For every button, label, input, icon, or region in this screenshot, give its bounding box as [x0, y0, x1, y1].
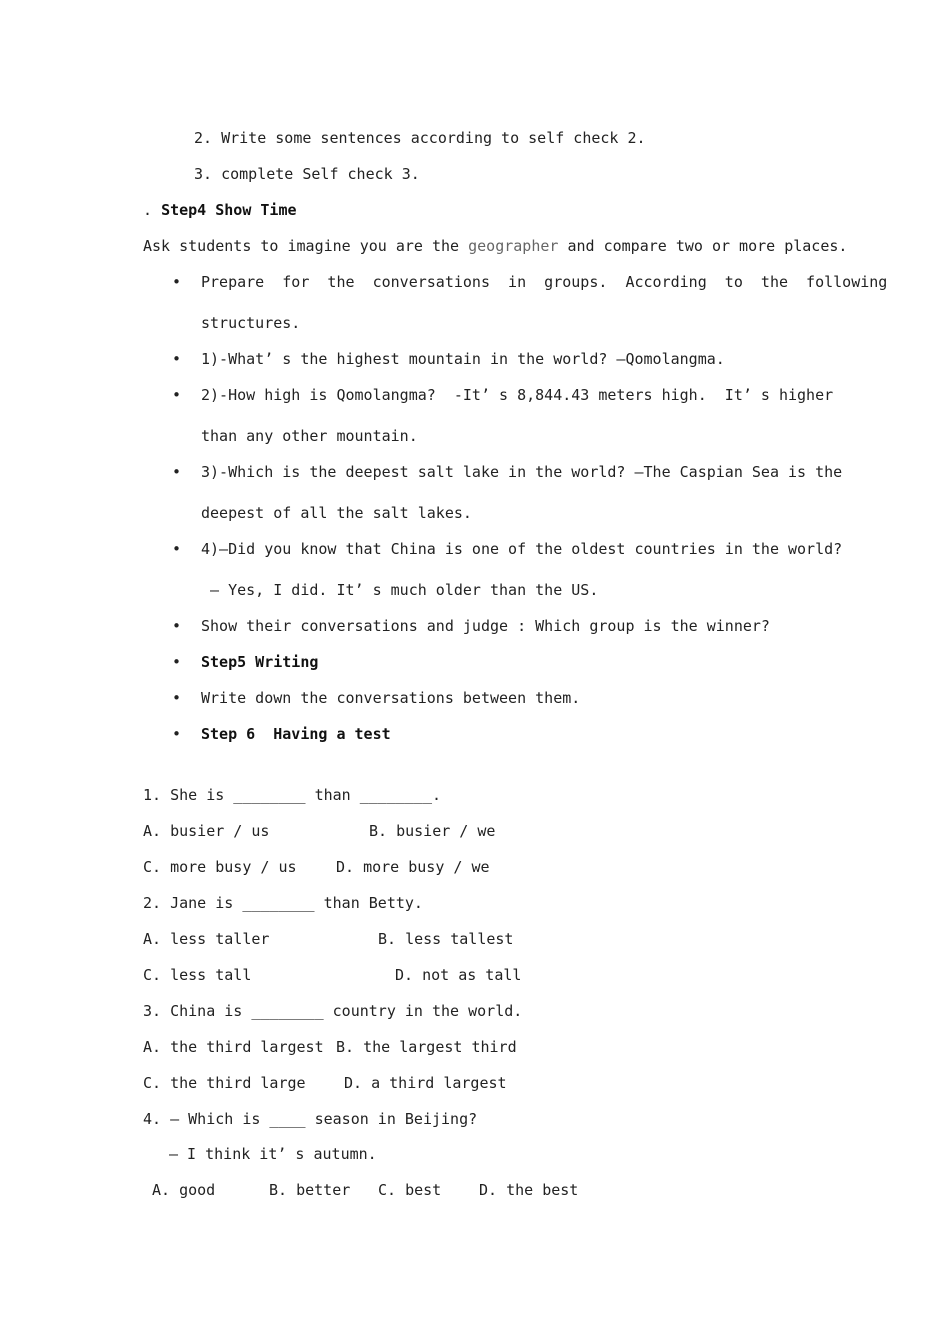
bullet-icon: • — [172, 540, 182, 558]
bullet-line: deepest of all the salt lakes. — [201, 504, 472, 522]
question-4-option-b: B. better — [269, 1181, 351, 1199]
question-1-option-c: C. more busy / us — [143, 858, 297, 876]
question-3-option-c: C. the third large — [143, 1074, 306, 1092]
step4-intro-highlight: geographer — [468, 237, 559, 255]
bullet-icon: • — [172, 653, 182, 671]
question-3-option-b: B. the largest third — [336, 1038, 517, 1056]
bullet-line: – Yes, I did. It’ s much older than the US. — [201, 581, 599, 599]
bullet-line: 3)-Which is the deepest salt lake in the world? –The Caspian Sea is the — [201, 463, 843, 481]
question-3-stem: 3. China is ________ country in the world. — [143, 1002, 523, 1020]
bullet-icon: • — [172, 273, 182, 291]
bullet-icon: • — [172, 350, 182, 368]
bullet-line: 1)-What’ s the highest mountain in the world? –Qomolangma. — [201, 350, 725, 368]
step-item-2: 2. Write some sentences according to self check 2. — [194, 129, 646, 147]
bullet-icon: • — [172, 386, 182, 404]
question-3-option-a: A. the third largest — [143, 1038, 324, 1056]
question-1-option-a: A. busier / us — [143, 822, 270, 840]
step6-heading: Step 6 Having a test — [201, 725, 391, 743]
question-4-option-a: A. good — [152, 1181, 216, 1199]
question-2-stem: 2. Jane is ________ than Betty. — [143, 894, 423, 912]
question-1-stem: 1. She is ________ than ________. — [143, 786, 442, 804]
question-2-option-d: D. not as tall — [395, 966, 522, 984]
question-2-option-c: C. less tall — [143, 966, 252, 984]
bullet-line: than any other mountain. — [201, 427, 418, 445]
step5-bullet: Write down the conversations between them. — [201, 689, 581, 707]
step4-intro — [143, 236, 847, 256]
step4-heading — [143, 200, 297, 220]
question-2-option-b: B. less tallest — [378, 930, 514, 948]
bullet-icon: • — [172, 617, 182, 635]
bullet-icon: • — [172, 725, 182, 743]
bullet-line: 4)—Did you know that China is one of the oldest countries in the world? — [201, 540, 843, 558]
step4-intro-before: Ask students to imagine you are the — [143, 237, 469, 255]
question-1-option-d: D. more busy / we — [336, 858, 490, 876]
step5-heading: Step5 Writing — [201, 653, 319, 671]
question-3-option-d: D. a third largest — [344, 1074, 507, 1092]
bullet-icon: • — [172, 463, 182, 481]
question-4-stem: 4. — Which is ____ season in Beijing? — [143, 1110, 478, 1128]
bullet-line: Show their conversations and judge : Which group is the winner? — [201, 617, 770, 635]
question-1-option-b: B. busier / we — [369, 822, 496, 840]
step4-heading-text: Step4 Show Time — [161, 201, 297, 219]
question-4-option-c: C. best — [378, 1181, 442, 1199]
question-2-option-a: A. less taller — [143, 930, 270, 948]
bullet-line: structures. — [201, 314, 301, 332]
question-4-option-d: D. the best — [479, 1181, 579, 1199]
step4-intro-after: and compare two or more places. — [558, 237, 848, 255]
bullet-line: 2)-How high is Qomolangma? -It’ s 8,844.43 meters high. It’ s higher — [201, 386, 834, 404]
bullet-line: Prepare for the conversations in groups. According to the following — [201, 273, 888, 291]
question-4-answer-line: — I think it’ s autumn. — [169, 1145, 377, 1163]
step4-heading-prefix: . — [143, 201, 162, 219]
step-item-3: 3. complete Self check 3. — [194, 165, 420, 183]
bullet-icon: • — [172, 689, 182, 707]
